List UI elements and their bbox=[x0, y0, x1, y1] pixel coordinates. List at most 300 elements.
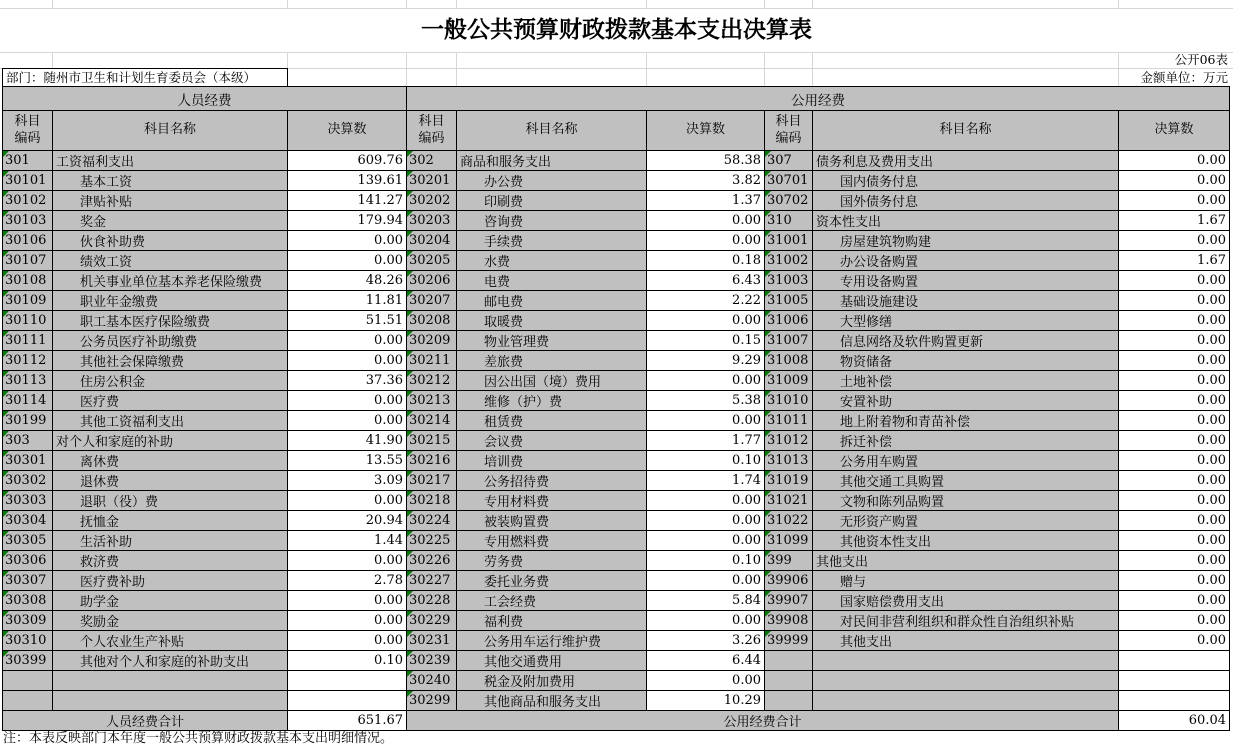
value-cell[interactable] bbox=[647, 191, 765, 211]
value-cell-text: 1.67 bbox=[1197, 213, 1226, 228]
value-cell[interactable] bbox=[1119, 171, 1230, 191]
subject-name-cell[interactable] bbox=[813, 631, 1119, 651]
subject-name-cell[interactable] bbox=[457, 691, 647, 711]
subject-name-cell[interactable] bbox=[53, 171, 288, 191]
subject-code-cell[interactable] bbox=[765, 291, 813, 311]
value-cell[interactable] bbox=[288, 271, 407, 291]
value-cell[interactable] bbox=[1119, 331, 1230, 351]
subject-name-cell[interactable] bbox=[457, 571, 647, 591]
value-cell[interactable] bbox=[1119, 671, 1230, 691]
subject-name-cell[interactable] bbox=[813, 291, 1119, 311]
subject-code-cell[interactable] bbox=[3, 211, 53, 231]
subject-code-cell[interactable] bbox=[3, 331, 53, 351]
subject-code-cell[interactable] bbox=[407, 371, 457, 391]
value-cell[interactable] bbox=[1119, 431, 1230, 451]
subject-code-cell[interactable] bbox=[407, 551, 457, 571]
value-cell[interactable] bbox=[288, 471, 407, 491]
subject-code-cell[interactable] bbox=[3, 471, 53, 491]
subject-code-cell[interactable] bbox=[765, 411, 813, 431]
value-cell[interactable] bbox=[647, 511, 765, 531]
value-cell[interactable] bbox=[647, 631, 765, 651]
subject-code-cell[interactable] bbox=[3, 551, 53, 571]
column-header-value[interactable] bbox=[1119, 111, 1230, 151]
value-cell[interactable] bbox=[288, 231, 407, 251]
subject-name-cell[interactable] bbox=[457, 531, 647, 551]
value-cell-text: 0.10 bbox=[732, 453, 761, 468]
value-cell[interactable] bbox=[647, 351, 765, 371]
value-cell[interactable] bbox=[288, 431, 407, 451]
subject-code-cell[interactable] bbox=[3, 351, 53, 371]
subject-code-cell[interactable] bbox=[765, 551, 813, 571]
value-cell[interactable] bbox=[288, 651, 407, 671]
subject-name-cell[interactable] bbox=[813, 491, 1119, 511]
subject-name-cell[interactable] bbox=[813, 671, 1119, 691]
subject-name-cell[interactable] bbox=[53, 671, 288, 691]
value-cell-text: 0.00 bbox=[732, 573, 761, 588]
subject-name-cell[interactable] bbox=[53, 311, 288, 331]
value-cell-text: 0.00 bbox=[1197, 173, 1226, 188]
cell-error-triangle-icon bbox=[3, 511, 9, 517]
value-cell[interactable] bbox=[288, 371, 407, 391]
value-cell-text: 10.29 bbox=[723, 693, 761, 708]
subject-name-cell-text: 差旅费 bbox=[484, 355, 524, 370]
subject-name-cell[interactable] bbox=[813, 391, 1119, 411]
subject-code-cell-text: 31099 bbox=[767, 533, 809, 548]
subject-name-cell-text: 其他支出 bbox=[840, 635, 893, 650]
subject-name-cell-text: 绩效工资 bbox=[80, 255, 133, 270]
subject-code-cell[interactable] bbox=[765, 591, 813, 611]
public-total-value[interactable] bbox=[1119, 711, 1230, 731]
subject-code-cell[interactable] bbox=[765, 391, 813, 411]
value-cell[interactable] bbox=[647, 331, 765, 351]
value-cell[interactable] bbox=[1119, 211, 1230, 231]
subject-name-cell[interactable] bbox=[457, 311, 647, 331]
subject-name-cell[interactable] bbox=[53, 611, 288, 631]
subject-code-cell[interactable] bbox=[3, 451, 53, 471]
value-cell[interactable] bbox=[647, 531, 765, 551]
subject-code-cell[interactable] bbox=[3, 291, 53, 311]
subject-code-cell[interactable] bbox=[407, 451, 457, 471]
value-cell[interactable] bbox=[288, 671, 407, 691]
column-header-code[interactable] bbox=[765, 111, 813, 151]
personnel-total-value[interactable] bbox=[288, 711, 407, 731]
subject-name-cell[interactable] bbox=[813, 191, 1119, 211]
subject-code-cell[interactable] bbox=[765, 511, 813, 531]
subject-code-cell[interactable] bbox=[765, 231, 813, 251]
value-cell[interactable] bbox=[1119, 191, 1230, 211]
value-cell[interactable] bbox=[288, 211, 407, 231]
subject-code-cell[interactable] bbox=[765, 371, 813, 391]
subject-name-cell[interactable] bbox=[813, 551, 1119, 571]
group-header-public-text: 公用经费 bbox=[791, 92, 845, 109]
value-cell[interactable] bbox=[647, 171, 765, 191]
subject-code-cell[interactable] bbox=[3, 611, 53, 631]
subject-name-cell[interactable] bbox=[53, 651, 288, 671]
subject-name-cell[interactable] bbox=[53, 251, 288, 271]
sheet-code-label[interactable]: 公开06表 bbox=[1174, 52, 1228, 67]
subject-code-cell[interactable] bbox=[3, 231, 53, 251]
subject-code-cell[interactable] bbox=[3, 531, 53, 551]
subject-name-cell[interactable] bbox=[457, 391, 647, 411]
subject-code-cell[interactable] bbox=[407, 211, 457, 231]
subject-name-cell[interactable] bbox=[457, 271, 647, 291]
subject-name-cell[interactable] bbox=[457, 331, 647, 351]
subject-name-cell[interactable] bbox=[457, 511, 647, 531]
subject-code-cell[interactable] bbox=[407, 631, 457, 651]
subject-code-cell[interactable] bbox=[407, 291, 457, 311]
subject-code-cell[interactable] bbox=[407, 191, 457, 211]
subject-code-cell[interactable] bbox=[407, 331, 457, 351]
subject-code-cell[interactable] bbox=[3, 271, 53, 291]
subject-name-cell[interactable] bbox=[813, 691, 1119, 711]
subject-code-cell-text: 30212 bbox=[409, 373, 451, 388]
value-cell[interactable] bbox=[647, 471, 765, 491]
subject-name-cell[interactable] bbox=[457, 431, 647, 451]
value-cell[interactable] bbox=[1119, 271, 1230, 291]
subject-name-cell[interactable] bbox=[53, 211, 288, 231]
value-cell[interactable] bbox=[647, 371, 765, 391]
subject-name-cell[interactable] bbox=[813, 451, 1119, 471]
column-header-name[interactable] bbox=[457, 111, 647, 151]
subject-code-cell[interactable] bbox=[407, 171, 457, 191]
subject-name-cell[interactable] bbox=[813, 331, 1119, 351]
subject-name-cell[interactable] bbox=[457, 411, 647, 431]
value-cell[interactable] bbox=[288, 551, 407, 571]
value-cell[interactable] bbox=[647, 311, 765, 331]
subject-code-cell-text: 30113 bbox=[5, 373, 47, 388]
subject-code-cell[interactable] bbox=[407, 611, 457, 631]
subject-name-cell[interactable] bbox=[813, 611, 1119, 631]
value-cell[interactable] bbox=[647, 391, 765, 411]
value-cell[interactable] bbox=[1119, 491, 1230, 511]
subject-code-cell[interactable] bbox=[765, 571, 813, 591]
subject-name-cell[interactable] bbox=[53, 391, 288, 411]
cell-error-triangle-icon bbox=[765, 391, 771, 397]
value-cell[interactable] bbox=[1119, 531, 1230, 551]
subject-code-cell[interactable] bbox=[765, 311, 813, 331]
value-cell[interactable] bbox=[647, 671, 765, 691]
value-cell[interactable] bbox=[1119, 631, 1230, 651]
value-cell[interactable] bbox=[1119, 351, 1230, 371]
value-cell[interactable] bbox=[1119, 231, 1230, 251]
subject-name-cell[interactable] bbox=[53, 371, 288, 391]
value-cell[interactable] bbox=[1119, 591, 1230, 611]
subject-code-cell[interactable] bbox=[3, 171, 53, 191]
unit-label[interactable]: 金额单位：万元 bbox=[1140, 70, 1228, 85]
subject-code-cell[interactable] bbox=[765, 651, 813, 671]
subject-name-cell[interactable] bbox=[813, 251, 1119, 271]
subject-name-cell[interactable] bbox=[813, 511, 1119, 531]
subject-code-cell[interactable] bbox=[3, 251, 53, 271]
subject-code-cell[interactable] bbox=[407, 491, 457, 511]
value-cell[interactable] bbox=[288, 571, 407, 591]
value-cell[interactable] bbox=[647, 611, 765, 631]
subject-name-cell[interactable] bbox=[813, 211, 1119, 231]
column-header-value[interactable] bbox=[288, 111, 407, 151]
subject-name-cell[interactable] bbox=[813, 651, 1119, 671]
value-cell[interactable] bbox=[1119, 511, 1230, 531]
value-cell-text: 41.90 bbox=[365, 433, 403, 448]
subject-code-cell[interactable] bbox=[407, 271, 457, 291]
value-cell[interactable] bbox=[1119, 311, 1230, 331]
subject-code-cell[interactable] bbox=[407, 591, 457, 611]
subject-name-cell[interactable] bbox=[53, 591, 288, 611]
value-cell[interactable] bbox=[288, 531, 407, 551]
subject-code-cell[interactable] bbox=[407, 471, 457, 491]
value-cell[interactable] bbox=[1119, 691, 1230, 711]
subject-name-cell-text: 物资储备 bbox=[840, 355, 893, 370]
subject-code-cell[interactable] bbox=[407, 151, 457, 171]
subject-code-cell[interactable] bbox=[407, 251, 457, 271]
subject-code-cell-text: 30114 bbox=[5, 393, 47, 408]
subject-code-cell[interactable] bbox=[407, 691, 457, 711]
subject-name-cell[interactable] bbox=[813, 171, 1119, 191]
value-cell[interactable] bbox=[1119, 451, 1230, 471]
group-header-personnel[interactable] bbox=[3, 87, 407, 111]
subject-code-cell[interactable] bbox=[407, 391, 457, 411]
subject-name-cell[interactable] bbox=[813, 151, 1119, 171]
subject-name-cell[interactable] bbox=[457, 631, 647, 651]
subject-name-cell[interactable] bbox=[813, 431, 1119, 451]
value-cell-text: 0.00 bbox=[1197, 553, 1226, 568]
value-cell[interactable] bbox=[288, 251, 407, 271]
subject-name-cell[interactable] bbox=[53, 531, 288, 551]
subject-name-cell-text: 助学金 bbox=[80, 595, 120, 610]
value-cell[interactable] bbox=[647, 271, 765, 291]
subject-code-cell[interactable] bbox=[765, 431, 813, 451]
value-cell[interactable] bbox=[1119, 611, 1230, 631]
subject-name-cell[interactable] bbox=[457, 651, 647, 671]
subject-name-cell[interactable] bbox=[813, 271, 1119, 291]
subject-code-cell[interactable] bbox=[765, 611, 813, 631]
subject-code-cell[interactable] bbox=[765, 191, 813, 211]
subject-code-cell[interactable] bbox=[3, 371, 53, 391]
subject-code-cell[interactable] bbox=[765, 171, 813, 191]
subject-name-cell[interactable] bbox=[457, 351, 647, 371]
subject-code-cell[interactable] bbox=[3, 571, 53, 591]
value-cell[interactable] bbox=[647, 491, 765, 511]
subject-name-cell[interactable] bbox=[53, 551, 288, 571]
value-cell[interactable] bbox=[647, 291, 765, 311]
subject-name-cell[interactable] bbox=[457, 151, 647, 171]
subject-code-cell[interactable] bbox=[407, 571, 457, 591]
subject-code-cell[interactable] bbox=[765, 631, 813, 651]
value-cell[interactable] bbox=[647, 651, 765, 671]
subject-name-cell[interactable] bbox=[457, 551, 647, 571]
subject-name-cell[interactable] bbox=[457, 611, 647, 631]
subject-name-cell[interactable] bbox=[53, 151, 288, 171]
value-cell-text: 0.00 bbox=[1197, 433, 1226, 448]
value-cell[interactable] bbox=[288, 491, 407, 511]
value-cell[interactable] bbox=[288, 171, 407, 191]
subject-name-cell[interactable] bbox=[457, 211, 647, 231]
subject-name-cell[interactable] bbox=[53, 271, 288, 291]
subject-name-cell[interactable] bbox=[53, 351, 288, 371]
value-cell[interactable] bbox=[647, 591, 765, 611]
value-cell[interactable] bbox=[288, 311, 407, 331]
subject-code-cell[interactable] bbox=[407, 311, 457, 331]
subject-code-cell[interactable] bbox=[3, 631, 53, 651]
subject-name-cell[interactable] bbox=[457, 471, 647, 491]
subject-code-cell[interactable] bbox=[765, 351, 813, 371]
subject-name-cell[interactable] bbox=[457, 671, 647, 691]
subject-name-cell[interactable] bbox=[813, 411, 1119, 431]
subject-code-cell[interactable] bbox=[407, 431, 457, 451]
department-cell[interactable]: 部门：随州市卫生和计划生育委员会（本级） bbox=[2, 68, 288, 87]
subject-name-cell[interactable] bbox=[813, 531, 1119, 551]
value-cell-text: 0.00 bbox=[374, 493, 403, 508]
value-cell[interactable] bbox=[288, 591, 407, 611]
subject-name-cell[interactable] bbox=[53, 491, 288, 511]
value-cell[interactable] bbox=[1119, 551, 1230, 571]
group-header-public[interactable] bbox=[407, 87, 1230, 111]
subject-name-cell[interactable] bbox=[53, 191, 288, 211]
cell-error-triangle-icon bbox=[3, 311, 9, 317]
value-cell[interactable] bbox=[1119, 151, 1230, 171]
subject-code-cell[interactable] bbox=[765, 211, 813, 231]
subject-name-cell[interactable] bbox=[53, 631, 288, 651]
value-cell[interactable] bbox=[288, 611, 407, 631]
subject-name-cell[interactable] bbox=[457, 231, 647, 251]
subject-name-cell[interactable] bbox=[53, 691, 288, 711]
subject-name-cell[interactable] bbox=[53, 331, 288, 351]
column-header-name[interactable] bbox=[53, 111, 288, 151]
subject-name-cell[interactable] bbox=[53, 431, 288, 451]
subject-code-cell[interactable] bbox=[407, 351, 457, 371]
value-cell[interactable] bbox=[288, 191, 407, 211]
subject-code-cell[interactable] bbox=[765, 271, 813, 291]
subject-name-cell[interactable] bbox=[813, 471, 1119, 491]
subject-code-cell[interactable] bbox=[765, 151, 813, 171]
value-cell[interactable] bbox=[647, 431, 765, 451]
subject-name-cell[interactable] bbox=[53, 451, 288, 471]
value-cell[interactable] bbox=[647, 451, 765, 471]
subject-name-cell[interactable] bbox=[53, 231, 288, 251]
subject-code-cell[interactable] bbox=[3, 651, 53, 671]
subject-code-cell[interactable] bbox=[407, 231, 457, 251]
value-cell[interactable] bbox=[647, 211, 765, 231]
value-cell[interactable] bbox=[288, 391, 407, 411]
subject-name-cell[interactable] bbox=[457, 451, 647, 471]
subject-name-cell[interactable] bbox=[457, 591, 647, 611]
subject-code-cell[interactable] bbox=[3, 411, 53, 431]
subject-name-cell[interactable] bbox=[457, 291, 647, 311]
value-cell[interactable] bbox=[288, 511, 407, 531]
personnel-total-label[interactable] bbox=[3, 711, 288, 731]
value-cell[interactable] bbox=[1119, 571, 1230, 591]
value-cell[interactable] bbox=[1119, 391, 1230, 411]
subject-name-cell[interactable] bbox=[813, 571, 1119, 591]
column-header-code[interactable] bbox=[407, 111, 457, 151]
subject-name-cell[interactable] bbox=[53, 291, 288, 311]
value-cell[interactable] bbox=[288, 631, 407, 651]
value-cell[interactable] bbox=[1119, 471, 1230, 491]
subject-name-cell[interactable] bbox=[53, 411, 288, 431]
subject-code-cell[interactable] bbox=[3, 151, 53, 171]
value-cell[interactable] bbox=[288, 451, 407, 471]
subject-code-cell[interactable] bbox=[765, 471, 813, 491]
value-cell[interactable] bbox=[1119, 651, 1230, 671]
subject-code-cell[interactable] bbox=[3, 671, 53, 691]
value-cell[interactable] bbox=[1119, 371, 1230, 391]
subject-code-cell[interactable] bbox=[765, 531, 813, 551]
subject-code-cell[interactable] bbox=[765, 671, 813, 691]
subject-name-cell[interactable] bbox=[457, 371, 647, 391]
value-cell[interactable] bbox=[647, 551, 765, 571]
value-cell[interactable] bbox=[1119, 291, 1230, 311]
subject-code-cell[interactable] bbox=[407, 531, 457, 551]
subject-name-cell[interactable] bbox=[457, 191, 647, 211]
value-cell[interactable] bbox=[288, 691, 407, 711]
column-header-value-text: 决算数 bbox=[685, 122, 725, 138]
value-cell[interactable] bbox=[288, 151, 407, 171]
subject-code-cell[interactable] bbox=[3, 691, 53, 711]
subject-code-cell[interactable] bbox=[3, 511, 53, 531]
value-cell-text: 0.00 bbox=[1197, 233, 1226, 248]
value-cell[interactable] bbox=[647, 691, 765, 711]
value-cell[interactable] bbox=[647, 411, 765, 431]
subject-name-cell[interactable] bbox=[53, 511, 288, 531]
subject-name-cell[interactable] bbox=[813, 231, 1119, 251]
value-cell-text: 0.00 bbox=[1197, 153, 1226, 168]
subject-name-cell[interactable] bbox=[53, 571, 288, 591]
subject-name-cell-text: 公务用车购置 bbox=[840, 455, 919, 470]
value-cell[interactable] bbox=[288, 291, 407, 311]
subject-code-cell[interactable] bbox=[3, 191, 53, 211]
subject-code-cell[interactable] bbox=[3, 591, 53, 611]
subject-code-cell[interactable] bbox=[3, 391, 53, 411]
subject-code-cell[interactable] bbox=[765, 451, 813, 471]
cell-error-triangle-icon bbox=[407, 411, 413, 417]
subject-code-cell[interactable] bbox=[765, 331, 813, 351]
subject-code-cell[interactable] bbox=[765, 491, 813, 511]
subject-code-cell[interactable] bbox=[3, 431, 53, 451]
subject-code-cell[interactable] bbox=[3, 491, 53, 511]
cell-error-triangle-icon bbox=[765, 611, 771, 617]
value-cell[interactable] bbox=[647, 251, 765, 271]
subject-name-cell[interactable] bbox=[457, 171, 647, 191]
subject-name-cell[interactable] bbox=[813, 591, 1119, 611]
column-header-name[interactable] bbox=[813, 111, 1119, 151]
subject-code-cell[interactable] bbox=[407, 651, 457, 671]
subject-name-cell[interactable] bbox=[457, 251, 647, 271]
subject-name-cell[interactable] bbox=[457, 491, 647, 511]
subject-code-cell[interactable] bbox=[765, 251, 813, 271]
subject-name-cell[interactable] bbox=[53, 471, 288, 491]
value-cell[interactable] bbox=[1119, 411, 1230, 431]
subject-code-cell[interactable] bbox=[407, 511, 457, 531]
column-header-value[interactable] bbox=[647, 111, 765, 151]
value-cell[interactable] bbox=[647, 571, 765, 591]
subject-code-cell[interactable] bbox=[407, 411, 457, 431]
public-total-label[interactable] bbox=[407, 711, 1119, 731]
subject-name-cell[interactable] bbox=[813, 311, 1119, 331]
subject-code-cell[interactable] bbox=[765, 691, 813, 711]
value-cell[interactable] bbox=[288, 331, 407, 351]
subject-name-cell[interactable] bbox=[813, 371, 1119, 391]
value-cell-text: 0.00 bbox=[374, 333, 403, 348]
value-cell[interactable] bbox=[647, 151, 765, 171]
column-header-code[interactable] bbox=[3, 111, 53, 151]
value-cell[interactable] bbox=[288, 411, 407, 431]
subject-name-cell[interactable] bbox=[813, 351, 1119, 371]
page-title[interactable]: 一般公共预算财政拨款基本支出决算表 bbox=[421, 17, 812, 43]
subject-code-cell[interactable] bbox=[407, 671, 457, 691]
value-cell[interactable] bbox=[288, 351, 407, 371]
value-cell[interactable] bbox=[1119, 251, 1230, 271]
subject-code-cell[interactable] bbox=[3, 311, 53, 331]
value-cell[interactable] bbox=[647, 231, 765, 251]
